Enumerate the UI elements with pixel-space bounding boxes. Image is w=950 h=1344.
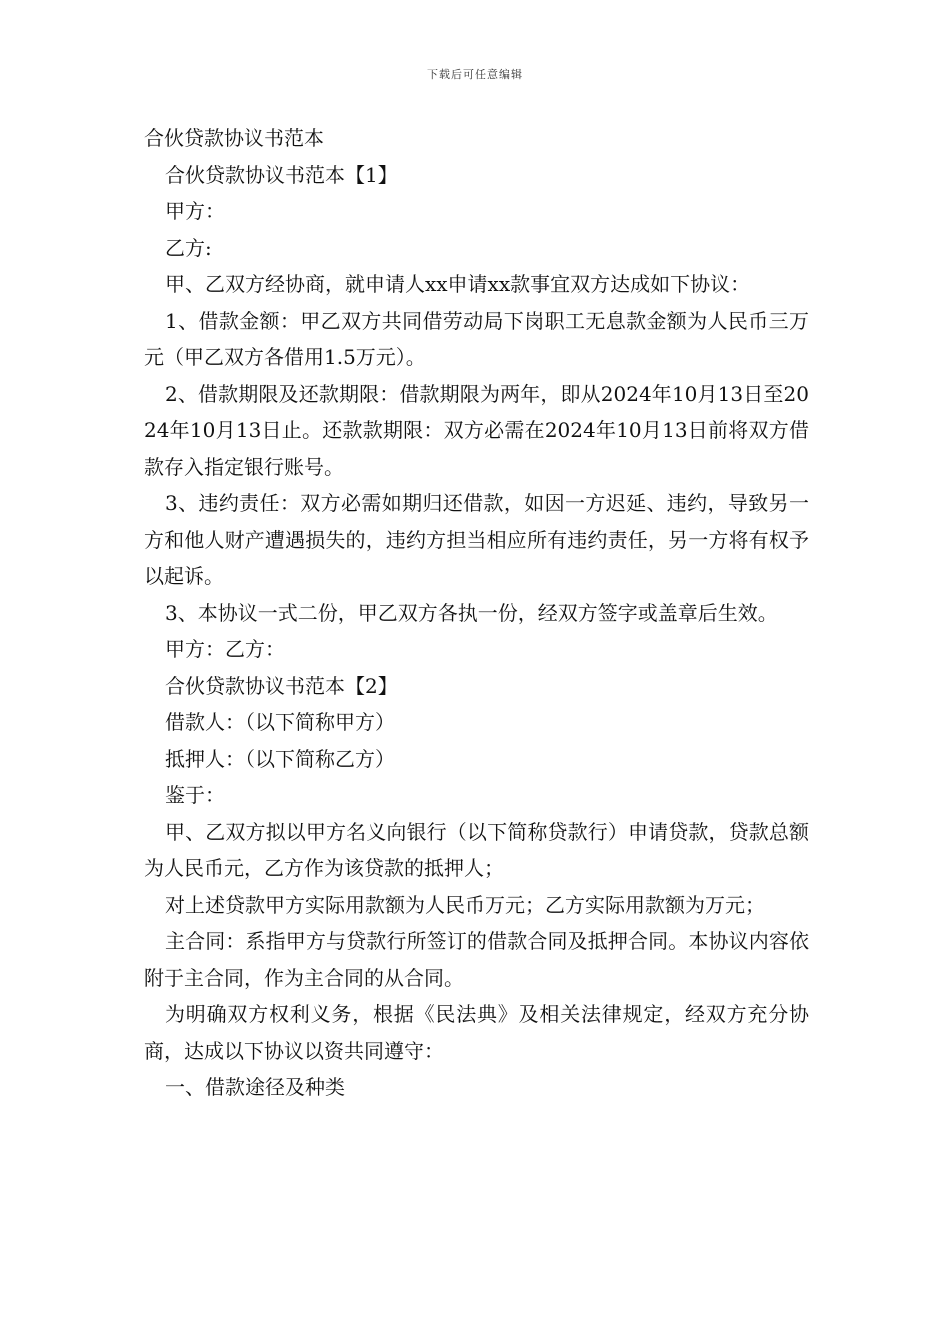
party-b-line: 乙方: (165, 235, 212, 260)
section-heading-1: 合伙贷款协议书范本【1】 (165, 162, 398, 187)
clause-loan-amount: 1、借款金额：甲乙双方共同借劳动局下岗职工无息款金额为人民币三万元（甲乙双方各借用1.5万元）。 (144, 308, 809, 369)
page-header-note: 下载后可任意编辑 (427, 68, 523, 81)
document-body (144, 120, 809, 1106)
borrower-line: 借款人：（以下简称甲方） (165, 710, 395, 734)
recital-purpose: 为明确双方权利义务，根据《民法典》及相关法律规定，经双方充分协商，达成以下协议以资共同遵守： (144, 1002, 809, 1063)
whereas-line: 鉴于： (165, 783, 225, 807)
party-a-line: 甲方： (165, 199, 225, 223)
recital-usage-amounts: 对上述贷款甲方实际用款额为人民币万元；乙方实际用款额为万元； (165, 892, 765, 917)
section-heading-2: 合伙贷款协议书范本【2】 (165, 673, 398, 698)
recital-loan-application: 甲、乙双方拟以甲方名义向银行（以下简称贷款行）申请贷款，贷款总额为人民币元，乙方作为该贷款的抵押人； (144, 819, 809, 880)
mortgagor-line: 抵押人：（以下简称乙方） (165, 746, 395, 771)
signature-line: 甲方：乙方： (165, 637, 285, 661)
article-heading-1: 一、借款途径及种类 (165, 1075, 345, 1099)
clause-copies: 3、本协议一式二份，甲乙双方各执一份，经双方签字或盖章后生效。 (165, 600, 778, 625)
clause-loan-term: 2、借款期限及还款期限：借款期限为两年，即从2024年10月13日至2024年10月13日止。还款款期限：双方必需在2024年10月13日前将双方借款存入指定银行账号。 (144, 381, 809, 479)
clause-liability: 3、违约责任：双方必需如期归还借款，如因一方迟延、违约，导致另一方和他人财产遭遇损失的，违约方担当相应所有违约责任，另一方将有权予以起诉。 (144, 491, 809, 588)
document-title: 合伙贷款协议书范本 (144, 126, 324, 150)
agreement-intro: 甲、乙双方经协商，就申请人xx申请xx款事宜双方达成如下协议： (165, 272, 751, 296)
recital-main-contract: 主合同：系指甲方与贷款行所签订的借款合同及抵押合同。本协议内容依附于主合同，作为主合同的从合同。 (144, 929, 809, 990)
